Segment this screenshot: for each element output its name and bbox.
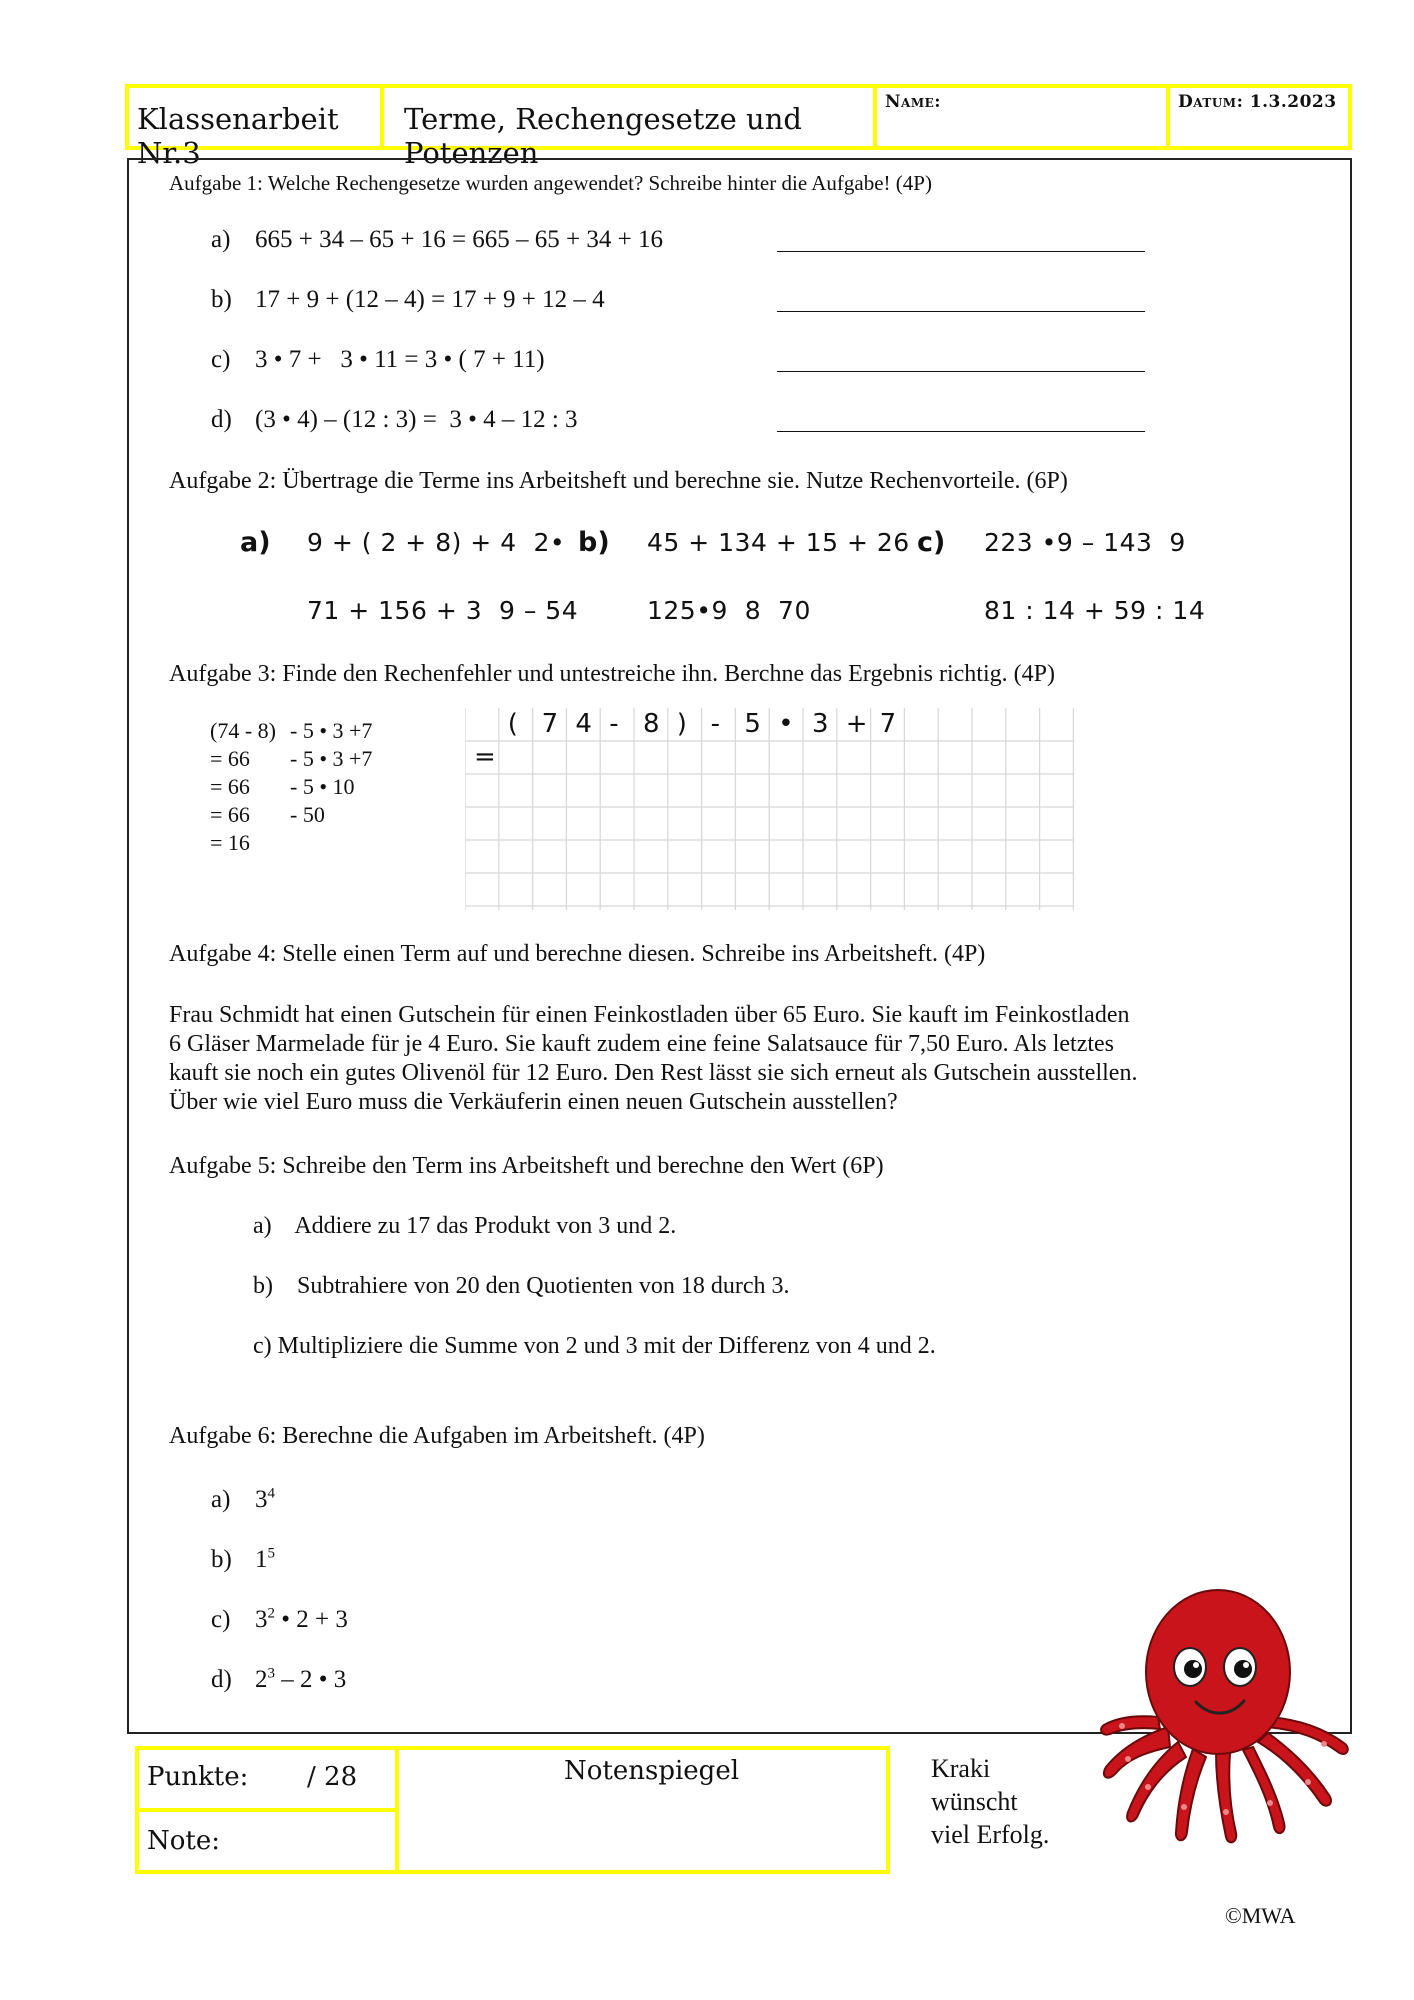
task3-line-3-right: - 5 • 10 [290, 774, 355, 799]
grade-scale-title: Notenspiegel [564, 1756, 740, 1786]
task1-d-expr: (3 • 4) – (12 : 3) = 3 • 4 – 12 : 3 [255, 406, 578, 433]
kraki-message [931, 1752, 1049, 1851]
exam-topic: Terme, Rechengesetze und Potenzen [404, 102, 802, 170]
task3-line-2-left: = 66 [210, 746, 250, 771]
task6-a-label: a) [211, 1486, 231, 1513]
task1-b-expr: 17 + 9 + (12 – 4) = 17 + 9 + 12 – 4 [255, 286, 605, 313]
grade-scale-box[interactable] [395, 1746, 890, 1874]
grid-cell-r1-c7: ) [676, 709, 687, 739]
grid-cell-r1-c4: 4 [575, 709, 592, 739]
task2-a1: 9 + ( 2 + 8) + 4 2• [307, 528, 566, 557]
task2-c2: 81 : 14 + 59 : 14 [984, 596, 1206, 625]
grid-cell-r1-c13: 7 [879, 709, 897, 739]
task6-a-base: 3 [255, 1486, 268, 1513]
points-box[interactable] [135, 1746, 399, 1812]
header-topic-cell [380, 84, 877, 170]
task6-d-base: 2 [255, 1666, 268, 1693]
grid-cell-r1-c5: - [609, 709, 619, 739]
points-label: Punkte: [147, 1762, 249, 1792]
header-name-cell[interactable] [873, 84, 1170, 150]
task1-c-answer-line[interactable] [777, 371, 1145, 372]
points-total: / 28 [307, 1762, 358, 1792]
grid-cell-r1-c8: - [710, 709, 720, 739]
task5-c: c) Multipliziere die Summe von 2 und 3 mit der Differenz von 4 und 2. [253, 1333, 936, 1359]
grid-cell-r1-c11: 3 [812, 709, 829, 739]
grid-cell-r1-c2: ( [507, 709, 518, 739]
task2-title: Aufgabe 2: Übertrage die Terme ins Arbeitsheft und berechne sie. Nutze Rechenvorteile. (6P) [169, 468, 1068, 494]
task6-a-term [255, 1486, 275, 1514]
copyright: ©MWA [1225, 1903, 1296, 1928]
task3-line-4-left: = 66 [210, 802, 250, 827]
header-date-cell [1166, 84, 1352, 150]
task4-line-3: kauft sie noch ein gutes Olivenöl für 12 Euro. Den Rest lässt sie sich erneut als Gutschein ausstellen. [169, 1060, 1138, 1086]
task5-a: a) Addiere zu 17 das Produkt von 3 und 2. [253, 1213, 677, 1239]
task2-a-label: a) [240, 527, 271, 558]
kraki-line-3: viel Erfolg. [931, 1820, 1050, 1849]
task1-c-label: c) [211, 346, 231, 373]
task6-c-term [255, 1606, 348, 1634]
task1-c-expr: 3 • 7 + 3 • 11 = 3 • ( 7 + 11) [255, 346, 545, 373]
task1-d-label: d) [211, 406, 232, 433]
task6-c-exponent: 2 [267, 1605, 275, 1622]
task6-title: Aufgabe 6: Berechne die Aufgaben im Arbeitsheft. (4P) [169, 1423, 705, 1449]
task1-a-label: a) [211, 226, 231, 253]
task6-d-exponent: 3 [267, 1665, 275, 1682]
kraki-line-1: Kraki [931, 1754, 991, 1783]
exam-title: Klassenarbeit Nr.3 [137, 102, 339, 170]
task6-d-label: d) [211, 1666, 232, 1693]
task1-d-answer-line[interactable] [777, 431, 1145, 432]
grid-cell-r1-c12: + [845, 709, 868, 739]
task4-line-4: Über wie viel Euro muss die Verkäuferin einen neuen Gutschein ausstellen? [169, 1089, 898, 1115]
header-exam-cell [125, 84, 384, 170]
task2-c1: 223 •9 – 143 9 [984, 528, 1186, 557]
task1-a-answer-line[interactable] [777, 251, 1145, 252]
task2-b1: 45 + 134 + 15 + 26 [647, 528, 910, 557]
task3-line-3-left: = 66 [210, 774, 250, 799]
task6-d-rest: – 2 • 3 [275, 1666, 347, 1693]
task6-d-term [255, 1666, 346, 1694]
task4-line-2: 6 Gläser Marmelade für je 4 Euro. Sie kauft zudem eine feine Salatsauce für 7,50 Euro. Als letztes [169, 1031, 1114, 1057]
task6-c-base: 3 [255, 1606, 268, 1633]
task5-title: Aufgabe 5: Schreibe den Term ins Arbeitsheft und berechne den Wert (6P) [169, 1153, 884, 1179]
task6-a-exponent: 4 [267, 1485, 275, 1502]
octopus-mascot-icon [1098, 1577, 1354, 1847]
task5-b: b) Subtrahiere von 20 den Quotienten von 18 durch 3. [253, 1273, 790, 1299]
task6-b-base: 1 [255, 1546, 268, 1573]
task6-c-label: c) [211, 1606, 231, 1633]
task4-title: Aufgabe 4: Stelle einen Term auf und berechne diesen. Schreibe ins Arbeitsheft. (4P) [169, 941, 986, 967]
task3-line-5-left: = 16 [210, 830, 250, 855]
kraki-line-2: wünscht [931, 1787, 1018, 1816]
grade-label: Note: [147, 1826, 220, 1856]
task1-title: Aufgabe 1: Welche Rechengesetze wurden angewendet? Schreibe hinter die Aufgabe! (4P) [169, 171, 932, 195]
task2-c-label: c) [917, 527, 946, 558]
task6-b-label: b) [211, 1546, 232, 1573]
grid-cell-r1-c9: 5 [744, 709, 761, 739]
task4-line-1: Frau Schmidt hat einen Gutschein für einen Feinkostladen über 65 Euro. Sie kauft im Feinkostladen [169, 1002, 1130, 1028]
task2-b2: 125•9 8 70 [647, 596, 811, 625]
grid-cell-r1-c6: 8 [643, 709, 660, 739]
task3-title: Aufgabe 3: Finde den Rechenfehler und untestreiche ihn. Berchne das Ergebnis richtig. (4P) [169, 661, 1055, 687]
task6-c-rest: • 2 + 3 [275, 1606, 348, 1633]
task1-a-expr: 665 + 34 – 65 + 16 = 665 – 65 + 34 + 16 [255, 226, 663, 253]
task6-b-exponent: 5 [267, 1545, 275, 1562]
date-label: Datum: 1.3.2023 [1178, 92, 1337, 112]
grid-cell-r1-c10: • [778, 709, 794, 739]
task3-line-1-right: - 5 • 3 +7 [290, 718, 373, 743]
task3-line-4-right: - 50 [290, 802, 325, 827]
grid-cell-r2-c1: = [474, 742, 496, 772]
grade-box[interactable] [135, 1808, 399, 1874]
task3-line-1-left: (74 - 8) [210, 718, 276, 743]
task3-line-2-right: - 5 • 3 +7 [290, 746, 373, 771]
task2-b-label: b) [578, 527, 610, 558]
task6-b-term [255, 1546, 275, 1574]
task1-b-answer-line[interactable] [777, 311, 1145, 312]
task1-b-label: b) [211, 286, 232, 313]
grid-cell-r1-c3: 7 [541, 709, 559, 739]
name-label: Name: [885, 92, 942, 112]
task2-a2: 71 + 156 + 3 9 – 54 [307, 596, 579, 625]
